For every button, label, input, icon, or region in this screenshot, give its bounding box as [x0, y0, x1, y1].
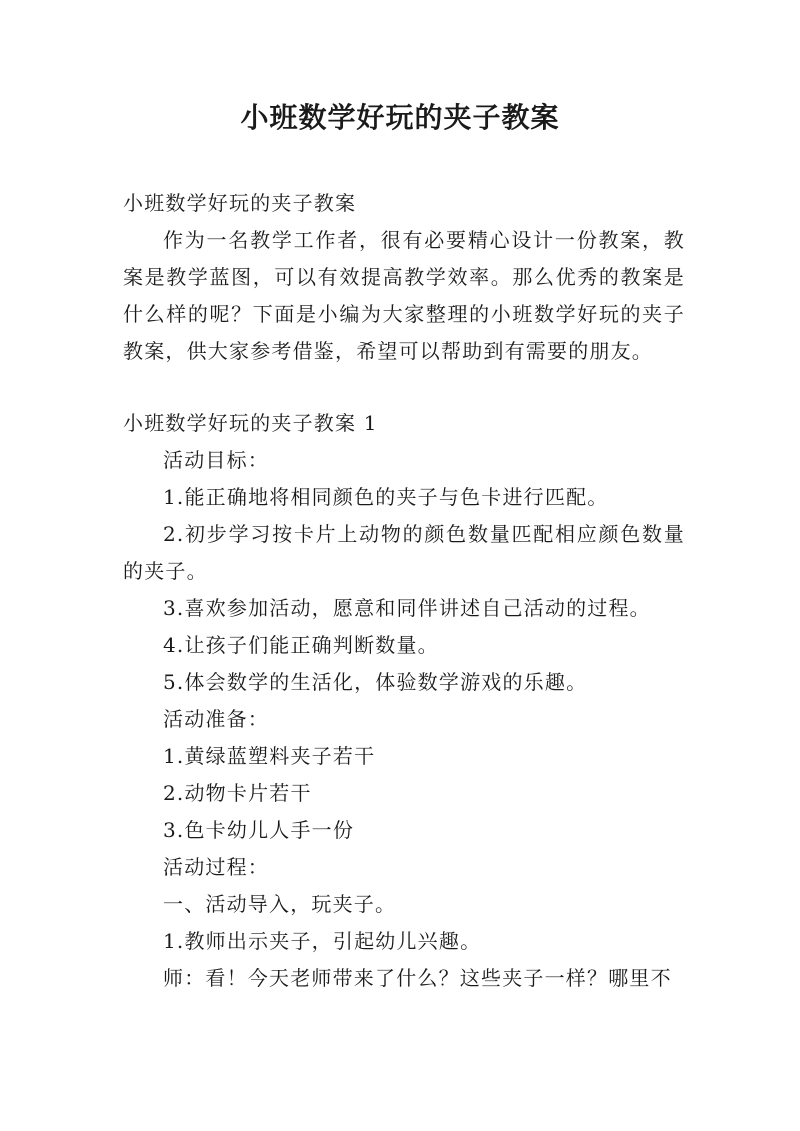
- goal-item: 2.初步学习按卡片上动物的颜色数量匹配相应颜色数量的夹子。: [123, 522, 685, 583]
- prep-item: 2.动物卡片若干: [163, 781, 312, 805]
- document-title: 小班数学好玩的夹子教案: [240, 101, 560, 134]
- section-heading: 小班数学好玩的夹子教案 1: [123, 411, 378, 435]
- intro-paragraph: 作为一名教学工作者，很有必要精心设计一份教案，教案是教学蓝图，可以有效提高教学效率。那么优秀的教案是什么样的呢？下面是小编为大家整理的小班数学好玩的夹子教案，供大家参考借鉴，希望可以帮助到有需要的朋友。: [123, 228, 685, 363]
- goals-label: 活动目标：: [163, 448, 269, 472]
- goal-item: 3.喜欢参加活动，愿意和同伴讲述自己活动的过程。: [163, 596, 651, 620]
- process-label: 活动过程：: [163, 855, 269, 879]
- subtitle: 小班数学好玩的夹子教案: [123, 191, 357, 215]
- prep-item: 1.黄绿蓝塑料夹子若干: [163, 744, 376, 768]
- dialogue-line: 师：看！今天老师带来了什么？这些夹子一样？哪里不: [163, 966, 672, 990]
- goal-item: 1.能正确地将相同颜色的夹子与色卡进行匹配。: [163, 485, 609, 509]
- process-step: 一、活动导入，玩夹子。: [163, 892, 397, 916]
- goal-item: 5.体会数学的生活化，体验数学游戏的乐趣。: [163, 670, 588, 694]
- document-body: [123, 185, 685, 997]
- prep-item: 3.色卡幼儿人手一份: [163, 818, 355, 842]
- process-step: 1.教师出示夹子，引起幼儿兴趣。: [163, 929, 482, 953]
- paragraph-gap: [123, 370, 685, 405]
- goal-item: 4.让孩子们能正确判断数量。: [163, 633, 439, 657]
- prep-label: 活动准备：: [163, 707, 269, 731]
